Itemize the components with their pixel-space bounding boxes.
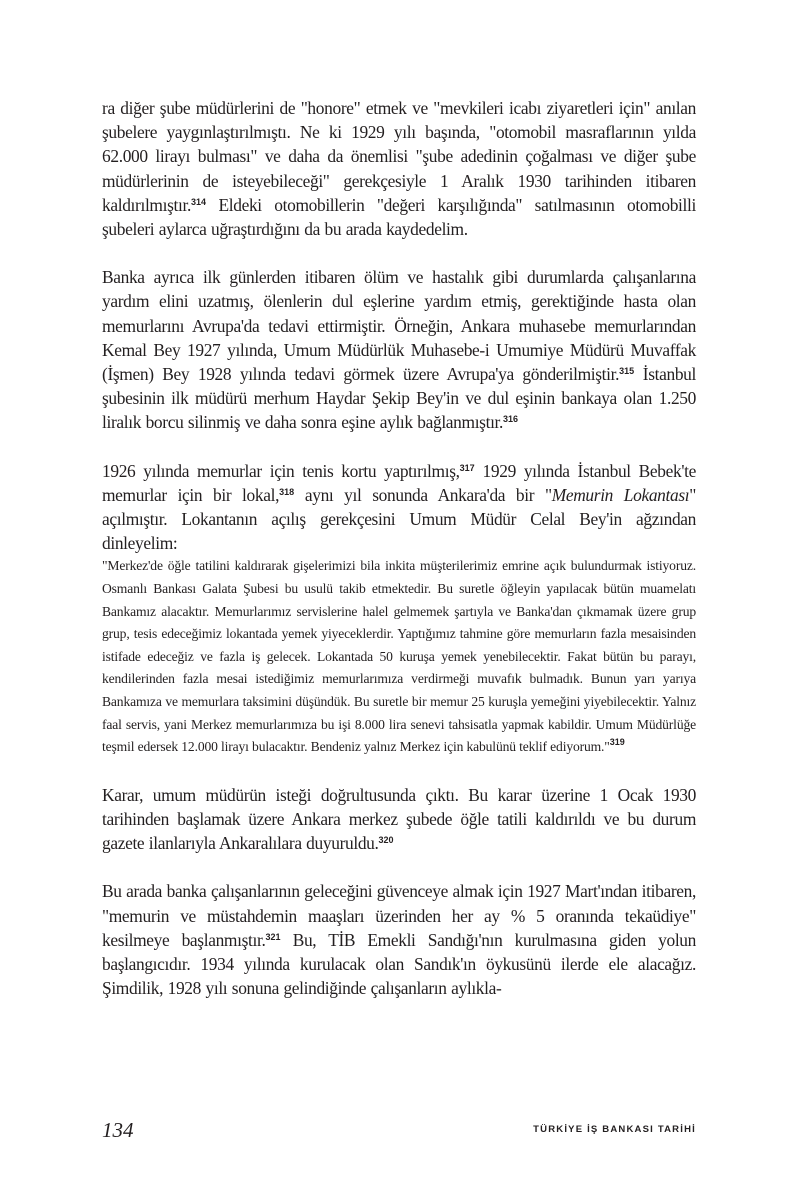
paragraph: ra diğer şube müdürlerini de "honore" etmek ve "mevkileri icabı ziyaretleri için" anılan şubelere yaygınlaştırılmıştı. Ne ki 1929 yılı başında, "otomobil masraflarının yılda 62.000 lirayı bulması" ve daha da önemlisi "şube adedinin çoğalması ve diğer şube müdürlerinin de isteyebileceği" gerekçesiyle 1 Aralık 1930 tarihinden itibaren kaldırılmıştır.$^{314}$ Eldeki otomobillerin "değeri karşılığında" satılmasının otomobilli şubeleri aylarca uğraştırdığını da bu arada kaydedelim. [102,98,696,240]
italic-term: Memurin Lokantası [551,484,690,505]
page-footer [102,1118,696,1148]
paragraph: Banka ayrıca ilk günlerden itibaren ölüm ve hastalık gibi durumlarda çalışanlarına yardım elini uzatmış, ölenlerin dul eşlerine yardım etmiş, gerektiğinde hasta olan memurlarını Avrupa'da tedavi ettirmiştir. Örneğin, Ankara muhasebe memurlarından Kemal Bey 1927 yılında, Umum Müdürlük Muhasebe-i Umumiye Müdürü Muvaffak (İşmen) Bey 1928 yılında tedavi görmek üzere Avrupa'ya gönderilmiştir.$^{315}$ İstanbul şubesinin ilk müdürü merhum Haydar Şekip Bey'in ve dul eşinin bankaya olan 1.250 liralık borcu silinmiş ve daha sonra eşine aylık bağlanmıştır.$^{316}$ [102,267,696,433]
paragraph-gap [102,435,696,459]
footnote-reference[interactable]: 316 [503,414,519,425]
paragraph: 1926 yılında memurlar için tenis kortu yaptırılmış,$^{317}$ 1929 yılında İstanbul Bebek'te memurlar için bir lokal,$^{318}$ aynı yıl sonunda Ankara'da bir "Memurin Lokantası" açılmıştır. Lokantanın açılış gerekçesini Umum Müdür Celal Bey'in ağzından dinleyelim: [102,460,696,554]
footnote-reference[interactable]: 319 [609,737,625,748]
footnote-reference[interactable]: 315 [619,366,635,377]
paragraph: Bu arada banka çalışanlarının geleceğini güvenceye almak için 1927 Mart'ından itibaren, "memurin ve müstahdemin maaşları üzerinden her ay % 5 oranında tekaüdiye" kesilmeye başlanmıştır.$^{321}$ Bu, TİB Emekli Sandığı'nın kurulmasına giden yolun başlangıcıdır. 1934 yılında kurulacak olan Sandık'ın öykusünü ilerde ele alacağız. Şimdilik, 1928 yılı sonuna gelindiğinde çalışanların aylıkla- [102,881,696,999]
footnote-reference[interactable]: 321 [265,931,281,942]
block-quote: "Merkez'de öğle tatilini kaldırarak gişelerimizi bila inkita müşterilerimiz emrine açık bulundurmak istiyoruz. Osmanlı Bankası Galata Şubesi bu usulü takib etmektedir. Bu suretle öğleyin yapılacak bütün muamelatı Bankamız alacaktır. Memurlarımız servislerine halel gelmemek şartıyla ve Banka'dan çıkmamak üzere grup grup, tesis edeceğimiz lokantada yemek yiyeceklerdir. Yaptığımız tahmine göre memurların fazla mesaisinden istifade edeceğiz ve fazla iş gelecek. Lokantada 50 kuruşa yemek yenebilecektir. Fakat bütün bu parayı, kendilerinden fazla mesai istediğimiz memurlarımıza verdirmeği muvafık bulmadık. Bunun yarı yarıya Bankamıza ve memurlara taksimini düşündük. Bu suretle bir memur 25 kuruşla yemeğini yiyebilecektir. Yalnız faal servis, yani Merkez memurlarımıza bu işi 8.000 lira senevi tahsisatla yapmak kabildir. Umum Müdürlüğe teşmil edersek 12.000 lirayı bulacaktır. Bendeniz yalnız Merkez için kabulünü teklif ediyorum."$^{319}$ [102,558,696,755]
paragraph: Karar, umum müdürün isteği doğrultusunda çıktı. Bu karar üzerine 1 Ocak 1930 tarihinden başlamak üzere Ankara merkez şubede öğle tatili kaldırıldı ve bu durum gazete ilanlarıyla Ankaralılara duyuruldu.$^{320}$ [102,784,696,854]
paragraph-gap [102,855,696,879]
paragraph-gap [102,241,696,265]
footnote-reference[interactable]: 317 [459,462,475,473]
footnote-reference[interactable]: 318 [279,486,295,497]
paragraph-gap [102,759,696,783]
footnote-reference[interactable]: 320 [378,835,394,846]
footnote-reference[interactable]: 314 [190,196,206,207]
running-title: TÜRKİYE İŞ BANKASI TARİHİ [533,1124,696,1135]
page-body [102,96,696,1000]
page-number: 134 [102,1118,134,1142]
